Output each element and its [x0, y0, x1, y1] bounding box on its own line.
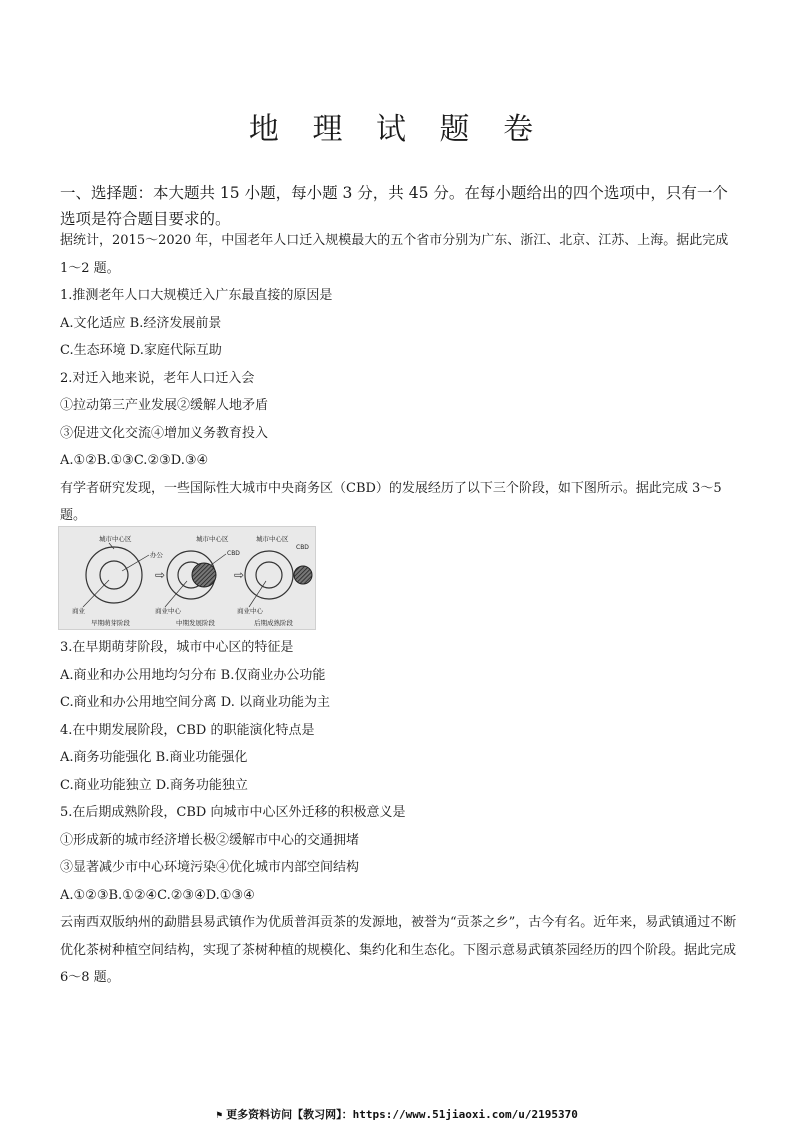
question-4-options-ab: A.商务功能强化 B.商业功能强化	[60, 750, 248, 765]
question-5-statements-34: ③显著减少市中心环境污染④优化城市内部空间结构	[60, 860, 360, 875]
stage1-caption: 早期萌芽阶段	[91, 619, 130, 627]
footer-link[interactable]	[0, 1106, 794, 1122]
question-5-statements-12: ①形成新的城市经济增长极②缓解市中心的交通拥堵	[60, 832, 360, 848]
question-3-options-ab: A.商业和办公用地均匀分布 B.仅商业办公功能	[60, 667, 326, 683]
stage3-commerce-label: 商业中心	[237, 607, 263, 615]
stage-arrow-2: ⇨	[234, 568, 245, 582]
cbd-stages-diagram	[59, 527, 315, 629]
passage-1: 据统计，2015～2020 年，中国老年人口迁入规模最大的五个省市分别为广东、浙江、北京、江苏、上海。据此完成 1～2 题。	[60, 233, 729, 276]
question-4-stem: 4.在中期发展阶段，CBD 的职能演化特点是	[60, 722, 315, 738]
stage1-center-pointer	[109, 543, 114, 549]
stage2-cbd-pointer	[211, 554, 226, 565]
stage3-inner-circle	[256, 562, 282, 588]
question-2-statements-12: ①拉动第三产业发展②缓解人地矛盾	[60, 398, 269, 413]
stage3-outer-circle	[245, 551, 293, 599]
stage2-caption: 中期发展阶段	[176, 619, 215, 627]
stage3-commerce-pointer	[249, 581, 266, 607]
passage-2: 有学者研究发现，一些国际性大城市中央商务区（CBD）的发展经历了以下三个阶段，如下图所示。据此完成 3～5 题。	[60, 480, 722, 523]
cbd-stages-figure	[58, 526, 316, 630]
question-2-statements-34: ③促进文化交流④增加义务教育投入	[60, 425, 269, 441]
stage2-center-label: 城市中心区	[196, 535, 229, 543]
question-1-options-ab: A.文化适应 B.经济发展前景	[60, 315, 222, 331]
stage2-commerce-pointer	[165, 581, 187, 607]
section-header: 一、选择题：本大题共 15 小题，每小题 3 分，共 45 分。在每小题给出的四个选项中，只有一个选项是符合题目要求的。	[60, 184, 728, 228]
question-5-options: A.①②③B.①②④C.②③④D.①③④	[60, 887, 255, 903]
stage-arrow-1: ⇨	[155, 568, 166, 582]
question-3-options-cd: C.商业和办公用地空间分离 D. 以商业功能为主	[60, 695, 330, 710]
page-title: 地 理 试 题 卷	[248, 112, 546, 147]
question-2-stem: 2.对迁入地来说，老年人口迁入会	[60, 370, 255, 386]
question-1-stem: 1.推测老年人口大规模迁入广东最直接的原因是	[60, 288, 333, 303]
stage1-outer-circle	[86, 547, 142, 603]
stage3-cbd-circle	[294, 566, 312, 584]
stage3-cbd-label: CBD	[296, 544, 309, 551]
footer-text[interactable]: 更多资料访问【教习网】：https://www.51jiaoxi.com/u/2195370	[226, 1108, 578, 1121]
question-2-options: A.①②B.①③C.②③D.③④	[60, 453, 209, 468]
stage3-caption: 后期成熟阶段	[254, 619, 293, 627]
questions-part-2	[60, 634, 740, 992]
stage2-cbd-label: CBD	[227, 550, 240, 557]
stage2-cbd-circle	[192, 563, 216, 587]
question-1-options-cd: C.生态环境 D.家庭代际互助	[60, 343, 222, 358]
question-5-stem: 5.在后期成熟阶段，CBD 向城市中心区外迁移的积极意义是	[60, 805, 406, 820]
stage3-center-label: 城市中心区	[256, 535, 289, 543]
stage1-commerce-label: 商业	[72, 607, 85, 615]
passage-3: 云南西双版纳州的勐腊县易武镇作为优质普洱贡茶的发源地，被誉为“贡茶之乡”，古今有名。近年来，易武镇通过不断优化茶树种植空间结构，实现了茶树种植的规模化、集约化和生态化。下图示意易武镇茶园经历的四个阶段。据此完成 6～8 题。	[60, 915, 737, 985]
question-3-stem: 3.在早期萌芽阶段，城市中心区的特征是	[60, 640, 294, 655]
stage1-center-label: 城市中心区	[99, 535, 132, 543]
questions-part-1	[60, 227, 740, 530]
question-4-options-cd: C.商业功能独立 D.商务功能独立	[60, 777, 248, 793]
stage2-commerce-label: 商业中心	[155, 607, 181, 615]
flag-icon: ⚑	[216, 1110, 223, 1121]
stage1-office-label: 办公	[150, 551, 163, 559]
